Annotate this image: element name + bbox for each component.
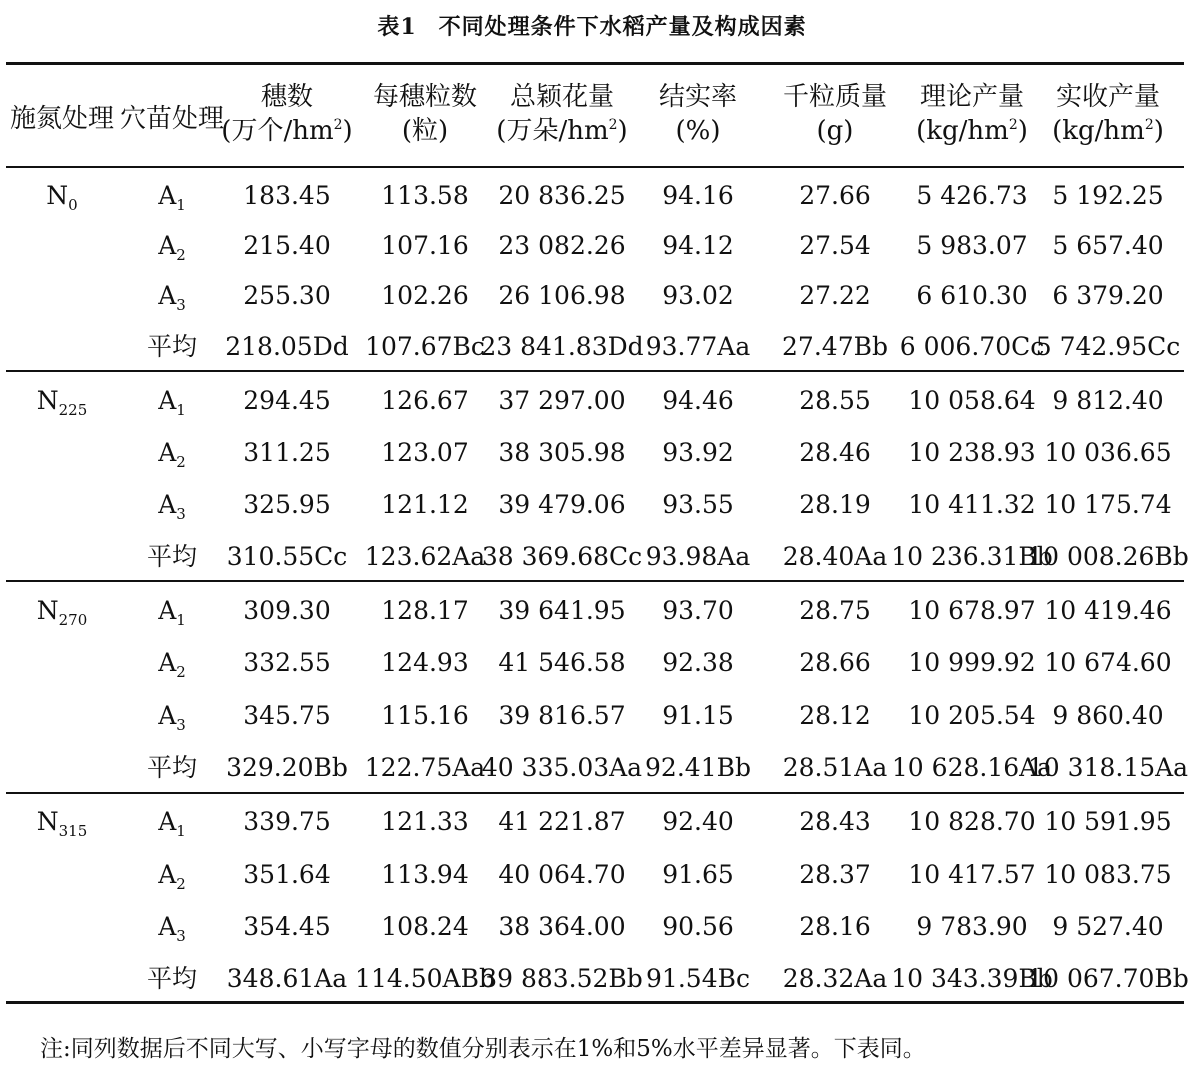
table-cell: 5 657.40 <box>1052 231 1164 260</box>
seedling-treatment-label: 平均 <box>146 542 198 571</box>
table-cell: 348.61Aa <box>226 964 348 993</box>
table-cell: 5 426.73 <box>916 181 1028 210</box>
table-cell: 10 628.16Aa <box>891 753 1053 782</box>
table-footnote: 注:同列数据后不同大写、小写字母的数值分别表示在1%和5%水平差异显著。下表同。 <box>40 1036 926 1062</box>
table-cell: 92.38 <box>662 648 734 677</box>
table-cell: 218.05Dd <box>225 332 349 361</box>
table-cell: 38 305.98 <box>498 438 626 467</box>
column-header <box>659 84 737 144</box>
table-cell: 311.25 <box>243 438 331 467</box>
table-cell: 38 364.00 <box>498 912 626 941</box>
seedling-subscript: 1 <box>176 822 186 840</box>
table-cell: 6 610.30 <box>916 281 1028 310</box>
table-cell: 345.75 <box>243 701 331 730</box>
table-cell: 20 836.25 <box>498 181 626 210</box>
table-rule <box>6 166 1184 168</box>
table-cell: 40 064.70 <box>498 860 626 889</box>
table-cell: 10 205.54 <box>908 701 1036 730</box>
column-header <box>120 106 224 132</box>
table-cell: 354.45 <box>243 912 331 941</box>
seedling-treatment-label: $A_1$ <box>158 181 186 214</box>
table-cell: 183.45 <box>243 181 331 210</box>
table-cell: 332.55 <box>243 648 331 677</box>
nitrogen-subscript: 315 <box>58 822 88 840</box>
table-cell: 10 175.74 <box>1044 490 1172 519</box>
seedling-treatment-label: 平均 <box>146 964 198 993</box>
seedling-subscript: 1 <box>176 611 186 629</box>
column-header-label: 穗数 <box>260 82 314 112</box>
table-cell: 93.98Aa <box>645 542 751 571</box>
table-cell: 9 812.40 <box>1052 386 1164 415</box>
table-cell: 107.67Bc <box>365 332 485 361</box>
table-cell: 9 860.40 <box>1052 701 1164 730</box>
seedling-treatment-label: $A_1$ <box>158 596 186 629</box>
table-cell: 10 828.70 <box>908 807 1036 836</box>
table-cell: 10 036.65 <box>1044 438 1172 467</box>
table-cell: 28.66 <box>799 648 871 677</box>
column-header <box>783 84 887 144</box>
seedling-treatment-label: $A_1$ <box>158 386 186 419</box>
column-header-label: 施氮处理 <box>9 104 115 134</box>
column-header-label: 每穗粒数 <box>372 82 478 112</box>
table-cell: 325.95 <box>243 490 331 519</box>
table-cell: 27.22 <box>799 281 871 310</box>
column-header <box>1052 84 1164 144</box>
seedling-treatment-label: $A_2$ <box>158 231 186 264</box>
seedling-subscript: 2 <box>176 453 186 471</box>
table-cell: 27.54 <box>799 231 871 260</box>
table-cell: 123.62Aa <box>364 542 486 571</box>
seedling-subscript: 1 <box>176 401 186 419</box>
table-cell: 92.40 <box>662 807 734 836</box>
table-cell: 10 083.75 <box>1044 860 1172 889</box>
table-rule <box>6 370 1184 372</box>
table-rule <box>6 792 1184 794</box>
seedling-treatment-label: 平均 <box>146 753 198 782</box>
table-cell: 93.70 <box>662 596 734 625</box>
table-cell: 329.20Bb <box>226 753 348 782</box>
table-cell: 28.51Aa <box>782 753 888 782</box>
table-cell: 5 192.25 <box>1052 181 1164 210</box>
nitrogen-subscript: 225 <box>58 401 88 419</box>
column-header-label: 实收产量 <box>1055 82 1160 112</box>
table-cell: 10 999.92 <box>908 648 1036 677</box>
table-cell: 28.37 <box>799 860 871 889</box>
column-header <box>916 84 1028 144</box>
table-cell: 351.64 <box>243 860 331 889</box>
table-cell: 23 841.83Dd <box>480 332 644 361</box>
seedling-treatment-label: $A_2$ <box>158 648 186 681</box>
unit-superscript: 2 <box>333 117 343 133</box>
column-header-unit: (粒) <box>401 116 449 146</box>
unit-superscript: 2 <box>1008 117 1018 133</box>
table-cell: 10 067.70Bb <box>1027 964 1189 993</box>
nitrogen-treatment-label: $N_{270}$ <box>36 596 88 629</box>
table-cell: 107.16 <box>381 231 469 260</box>
table-cell: 93.92 <box>662 438 734 467</box>
table-cell: 28.32Aa <box>782 964 888 993</box>
nitrogen-treatment-label: $N_0$ <box>46 181 78 214</box>
table-cell: 9 783.90 <box>916 912 1028 941</box>
table-cell: 91.54Bc <box>646 964 750 993</box>
unit-superscript: 2 <box>1144 117 1154 133</box>
seedling-treatment-label: $A_3$ <box>158 701 186 734</box>
unit-superscript: 2 <box>608 117 618 133</box>
table-cell: 94.46 <box>662 386 734 415</box>
nitrogen-treatment-label: $N_{315}$ <box>36 807 88 840</box>
table-cell: 28.55 <box>799 386 871 415</box>
table-cell: 126.67 <box>381 386 469 415</box>
table-cell: 6 006.70Cc <box>899 332 1045 361</box>
table-cell: 10 008.26Bb <box>1027 542 1189 571</box>
column-header-unit: (万个$/hm^2$) <box>221 116 353 146</box>
table-cell: 41 221.87 <box>498 807 626 836</box>
nitrogen-subscript: 270 <box>58 611 88 629</box>
table-cell: 10 343.39Bb <box>891 964 1053 993</box>
table-cell: 93.55 <box>662 490 734 519</box>
table-cell: 28.40Aa <box>782 542 888 571</box>
table-cell: 91.15 <box>662 701 734 730</box>
table-rule <box>6 62 1184 65</box>
table-cell: 40 335.03Aa <box>481 753 643 782</box>
table-cell: 108.24 <box>381 912 469 941</box>
table-cell: 94.12 <box>662 231 734 260</box>
table-cell: 10 591.95 <box>1044 807 1172 836</box>
seedling-subscript: 2 <box>176 875 186 893</box>
table-cell: 294.45 <box>243 386 331 415</box>
table-cell: 124.93 <box>381 648 469 677</box>
table-cell: 94.16 <box>662 181 734 210</box>
table-cell: 28.75 <box>799 596 871 625</box>
seedling-subscript: 3 <box>176 296 186 314</box>
table-title <box>0 10 1184 41</box>
table-cell: 122.75Aa <box>364 753 486 782</box>
table-cell: 5 983.07 <box>916 231 1028 260</box>
table-cell: 121.12 <box>381 490 469 519</box>
column-header-label: 穴苗处理 <box>119 104 225 134</box>
table-cell: 91.65 <box>662 860 734 889</box>
seedling-treatment-label: $A_3$ <box>158 912 186 945</box>
table-cell: 39 641.95 <box>498 596 626 625</box>
table-cell: 28.43 <box>799 807 871 836</box>
column-header-unit: (万朵$/hm^2$) <box>496 116 628 146</box>
seedling-treatment-label: $A_2$ <box>158 438 186 471</box>
table-cell: 10 238.93 <box>908 438 1036 467</box>
table-cell: 10 674.60 <box>1044 648 1172 677</box>
table-cell: 309.30 <box>243 596 331 625</box>
table-cell: 6 379.20 <box>1052 281 1164 310</box>
table-caption: 不同处理条件下水稻产量及构成因素 <box>438 14 807 40</box>
seedling-subscript: 3 <box>176 927 186 945</box>
table-cell: 121.33 <box>381 807 469 836</box>
table-cell: 9 527.40 <box>1052 912 1164 941</box>
seedling-treatment-label: $A_1$ <box>158 807 186 840</box>
column-header-unit: (g) <box>816 116 854 146</box>
column-header <box>496 84 627 144</box>
seedling-subscript: 1 <box>176 196 186 214</box>
table-cell: 10 318.15Aa <box>1027 753 1189 782</box>
table-cell: 93.02 <box>662 281 734 310</box>
table-cell: 10 236.31Bb <box>891 542 1053 571</box>
table-cell: 113.94 <box>381 860 469 889</box>
seedling-subscript: 3 <box>176 716 186 734</box>
table-cell: 38 369.68Cc <box>481 542 643 571</box>
column-header <box>10 106 114 132</box>
table-cell: 39 816.57 <box>498 701 626 730</box>
table-cell: 10 411.32 <box>908 490 1036 519</box>
column-header <box>373 84 477 144</box>
table-rule <box>6 580 1184 582</box>
table-cell: 93.77Aa <box>645 332 751 361</box>
table-cell: 92.41Bb <box>645 753 751 782</box>
table-cell: 114.50ABb <box>355 964 495 993</box>
table-cell: 255.30 <box>243 281 331 310</box>
seedling-treatment-label: $A_3$ <box>158 281 186 314</box>
column-header-label: 总颖花量 <box>509 82 615 112</box>
column-header-label: 结实率 <box>658 82 738 112</box>
seedling-treatment-label: 平均 <box>146 332 198 361</box>
table-cell: 27.66 <box>799 181 871 210</box>
column-header <box>221 84 352 144</box>
table-cell: 128.17 <box>381 596 469 625</box>
table-cell: 39 479.06 <box>498 490 626 519</box>
table-cell: 37 297.00 <box>498 386 626 415</box>
table-cell: 5 742.95Cc <box>1035 332 1181 361</box>
table-cell: 28.46 <box>799 438 871 467</box>
table-number: 表1 <box>377 14 417 40</box>
table-cell: 90.56 <box>662 912 734 941</box>
table-cell: 215.40 <box>243 231 331 260</box>
table-cell: 39 883.52Bb <box>481 964 643 993</box>
seedling-subscript: 2 <box>176 246 186 264</box>
seedling-subscript: 3 <box>176 505 186 523</box>
column-header-unit: $(kg/hm^2)$ <box>1052 116 1164 146</box>
nitrogen-subscript: 0 <box>68 196 78 214</box>
column-header-unit: (%) <box>675 116 721 146</box>
table-cell: 113.58 <box>381 181 469 210</box>
table-cell: 28.12 <box>799 701 871 730</box>
table-cell: 28.19 <box>799 490 871 519</box>
table-cell: 339.75 <box>243 807 331 836</box>
table-cell: 10 678.97 <box>908 596 1036 625</box>
table-cell: 41 546.58 <box>498 648 626 677</box>
table-cell: 23 082.26 <box>498 231 626 260</box>
table-cell: 10 417.57 <box>908 860 1036 889</box>
table-cell: 10 419.46 <box>1044 596 1172 625</box>
column-header-label: 千粒质量 <box>782 82 888 112</box>
column-header-label: 理论产量 <box>919 82 1024 112</box>
table-rule <box>6 1001 1184 1004</box>
table-cell: 115.16 <box>381 701 469 730</box>
seedling-treatment-label: $A_3$ <box>158 490 186 523</box>
seedling-subscript: 2 <box>176 663 186 681</box>
table-cell: 27.47Bb <box>782 332 888 361</box>
table-cell: 10 058.64 <box>908 386 1036 415</box>
table-cell: 102.26 <box>381 281 469 310</box>
table-cell: 123.07 <box>381 438 469 467</box>
column-header-unit: $(kg/hm^2)$ <box>916 116 1028 146</box>
seedling-treatment-label: $A_2$ <box>158 860 186 893</box>
nitrogen-treatment-label: $N_{225}$ <box>36 386 88 419</box>
table-cell: 310.55Cc <box>226 542 348 571</box>
table-cell: 26 106.98 <box>498 281 626 310</box>
table-cell: 28.16 <box>799 912 871 941</box>
